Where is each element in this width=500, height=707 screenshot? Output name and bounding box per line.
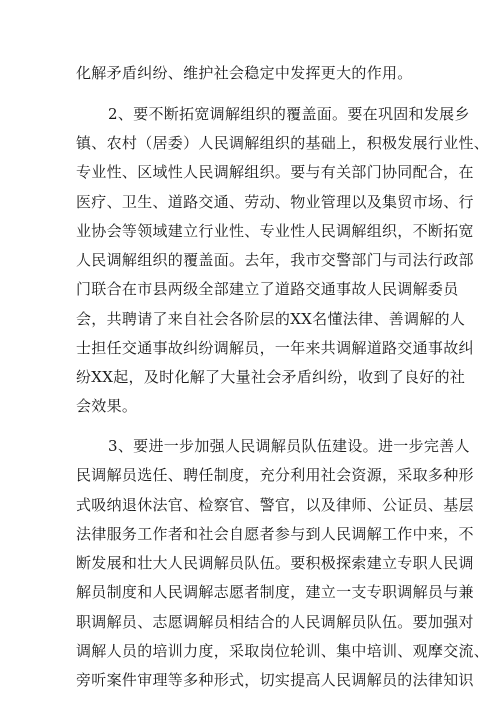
paragraph-2-first-line: 2、要不断拓宽调解组织的覆盖面。要在巩固和发展乡 [108,105,470,123]
text-line: 法律服务工作者和社会自愿者参与到人民调解工作中来，不 [76,525,474,543]
text-line: 门联合在市县两级全部建立了道路交通事故人民调解委员 [76,280,459,298]
text-line: 民调解员选任、聘任制度，充分利用社会资源，采取多种形 [76,466,474,484]
text-line: 旁听案件审理等多种形式，切实提高人民调解员的法律知识 [76,671,474,689]
text-line: 式吸纳退休法官、检察官、警官，以及律师、公证员、基层 [76,496,474,514]
text-line: 会效果。 [76,397,138,415]
text-line: 镇、农村（居委）人民调解组织的基础上，积极发展行业性、 [76,134,490,152]
text-line: 人民调解组织的覆盖面。去年，我市交警部门与司法行政部 [76,251,474,269]
text-line: 纷XX起，及时化解了大量社会矛盾纠纷，收到了良好的社 [76,368,466,386]
text-line: 医疗、卫生、道路交通、劳动、物业管理以及集贸市场、行 [76,193,474,211]
text-line: 解员制度和人民调解志愿者制度，建立一支专职调解员与兼 [76,583,474,601]
text-line: 业协会等领域建立行业性、专业性人民调解组织，不断拓宽 [76,222,474,240]
paragraph-3-first-line: 3、要进一步加强人民调解员队伍建设。进一步完善人 [108,437,470,455]
text-line: 调解人员的培训力度，采取岗位轮训、集中培训、观摩交流、 [76,642,490,660]
text-line: 断发展和壮大人民调解员队伍。要积极探索建立专职人民调 [76,554,474,572]
text-line: 专业性、区域性人民调解组织。要与有关部门协同配合，在 [76,163,474,181]
text-line: 士担任交通事故纠纷调解员，一年来共调解道路交通事故纠 [76,339,474,357]
text-line: 职调解员、志愿调解员相结合的人民调解员队伍。要加强对 [76,613,474,631]
text-line: 会，共聘请了来自社会各阶层的XX名懂法律、善调解的人 [76,310,466,328]
text-line: 化解矛盾纠纷、维护社会稳定中发挥更大的作用。 [76,64,413,82]
